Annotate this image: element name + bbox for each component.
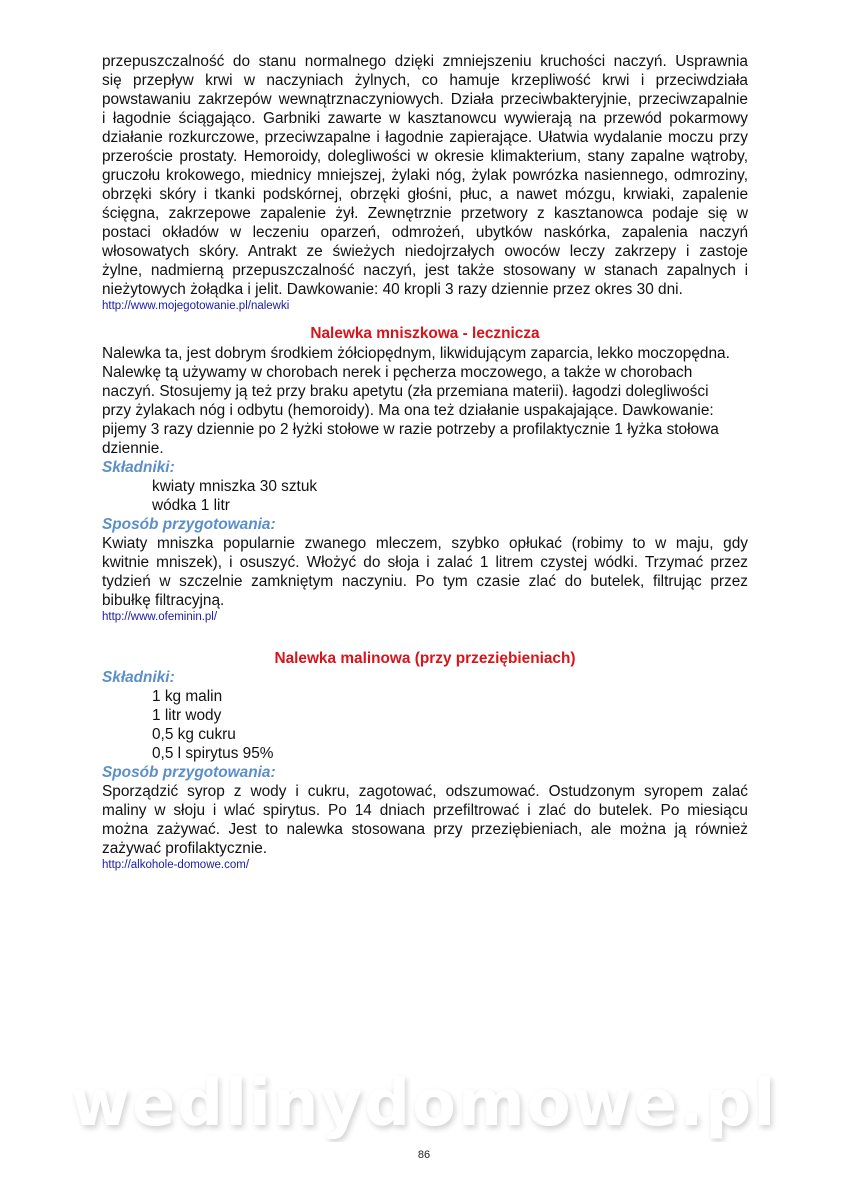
text-line: żylne, nadmierną przepuszczalność naczyń, jest także stosowany w stanach zapalnych i (102, 262, 748, 279)
ingredient-item: 0,5 kg cukru (152, 726, 236, 743)
text-line: nieżytowych żołądka i jelit. Dawkowanie: 40 kropli 3 razy dziennie przez okres 30 dni. (102, 281, 683, 298)
text-line: dziennie. (102, 440, 164, 457)
page-number: 86 (417, 1149, 431, 1161)
ingredient-item: 1 kg malin (152, 688, 223, 705)
text-line: pijemy 3 razy dziennie po 2 łyżki stołowe w razie potrzeby a profilaktycznie 1 łyżka stołowa (102, 421, 719, 438)
recipe-title: Nalewka mniszkowa - lecznicza (310, 325, 540, 342)
ingredients-heading: Składniki: (102, 459, 175, 476)
watermark: wedlinydomowe.pl (70, 1067, 778, 1141)
text-line: postaci okładów w leczeniu oparzeń, odmrożeń, ubytków naskórka, zapalenia naczyń (102, 224, 748, 241)
text-line: przeroście prostaty. Hemoroidy, dolegliwości w okresie klimakterium, stany zapalne wątroby, (102, 148, 748, 165)
text-line: działanie rozkurczowe, przeciwzapalne i łagodnie zapierające. Ułatwia wydalanie moczu przy (102, 129, 748, 146)
recipe-mniszkowa (102, 344, 748, 625)
text-line: zażywać profilaktycznie. (102, 840, 268, 857)
text-line: Nalewka ta, jest dobrym środkiem żółciopędnym, likwidującym zaparcia, lekko moczopędna. (102, 345, 730, 362)
text-line: ścięgna, zakrzepowe zapalenie żył. Zewnętrznie przetwory z kasztanowca podaje się w (102, 205, 748, 222)
text-line: kwitnie mniszek), i osuszyć. Włożyć do słoja i zalać 1 litrem czystej wódki. Trzymać przez (102, 554, 748, 571)
ingredient-item: 1 litr wody (152, 707, 222, 724)
text-line: można zażywać. Jest to nalewka stosowana przy przeziębieniach, ale można ją również (102, 821, 748, 838)
ingredients-heading: Składniki: (102, 669, 175, 686)
text-line: gruczołu krokowego, miednicy mniejszej, żylaki nóg, żylak powrózka nasiennego, odmroziny, (102, 167, 748, 184)
text-line: naczyń. Stosujemy ją też przy braku apetytu (zła przemiana materii). łagodzi dolegliwości (102, 383, 709, 400)
text-line: powstawaniu zakrzepów wewnątrznaczyniowych. Działa przeciwbakteryjnie, przeciwzapalnie (102, 91, 748, 108)
text-line: maliny w słoju i wlać spirytus. Po 14 dniach przefiltrować i zlać do butelek. Po miesiącu (102, 802, 748, 819)
ingredient-item: wódka 1 litr (152, 497, 230, 514)
text-line: Nalewkę tą używamy w chorobach nerek i pęcherza moczowego, a także w chorobach (102, 364, 693, 381)
source-link[interactable]: http://alkohole-domowe.com/ (102, 859, 250, 871)
method-heading: Sposób przygotowania: (102, 516, 276, 533)
source-link[interactable]: http://www.ofeminin.pl/ (102, 611, 218, 623)
text-line: przepuszczalność do stanu normalnego dzięki zmniejszeniu kruchości naczyń. Usprawnia (102, 53, 748, 70)
source-link[interactable]: http://www.mojegotowanie.pl/nalewki (102, 300, 290, 312)
recipe-title: Nalewka malinowa (przy przeziębieniach) (274, 650, 576, 667)
ingredient-item: kwiaty mniszka 30 sztuk (152, 478, 318, 495)
intro-paragraph (102, 52, 748, 314)
ingredient-item: 0,5 l spirytus 95% (152, 745, 274, 762)
text-line: bibułkę filtracyjną. (102, 592, 225, 609)
text-line: się przepływ krwi w naczyniach żylnych, co hamuje krzepliwość krwi i przeciwdziała (102, 72, 748, 89)
text-line: obrzęki skóry i tkanki podskórnej, obrzęki głośni, płuc, a nawet mózgu, krwiaki, zapalenie (102, 186, 748, 203)
text-line: tydzień w szczelnie zamkniętym naczyniu. Po tym czasie zlać do butelek, filtrując przez (102, 573, 748, 590)
recipe-malinowa (102, 668, 748, 873)
method-heading: Sposób przygotowania: (102, 764, 276, 781)
text-line: przy żylakach nóg i odbytu (hemoroidy). Ma ona też działanie uspakajające. Dawkowanie: (102, 402, 714, 419)
text-line: Kwiaty mniszka popularnie zwanego mleczem, szybko opłukać (robimy to w maju, gdy (102, 535, 748, 552)
text-line: i łagodnie ściągająco. Garbniki zawarte w kasztanowcu wywierają na przewód pokarmowy (102, 110, 748, 127)
text-line: włosowatych skóry. Antrakt ze świeżych niedojrzałych owoców leczy zakrzepy i zastoje (102, 243, 748, 260)
text-line: Sporządzić syrop z wody i cukru, zagotować, odszumować. Ostudzonym syropem zalać (102, 783, 748, 800)
